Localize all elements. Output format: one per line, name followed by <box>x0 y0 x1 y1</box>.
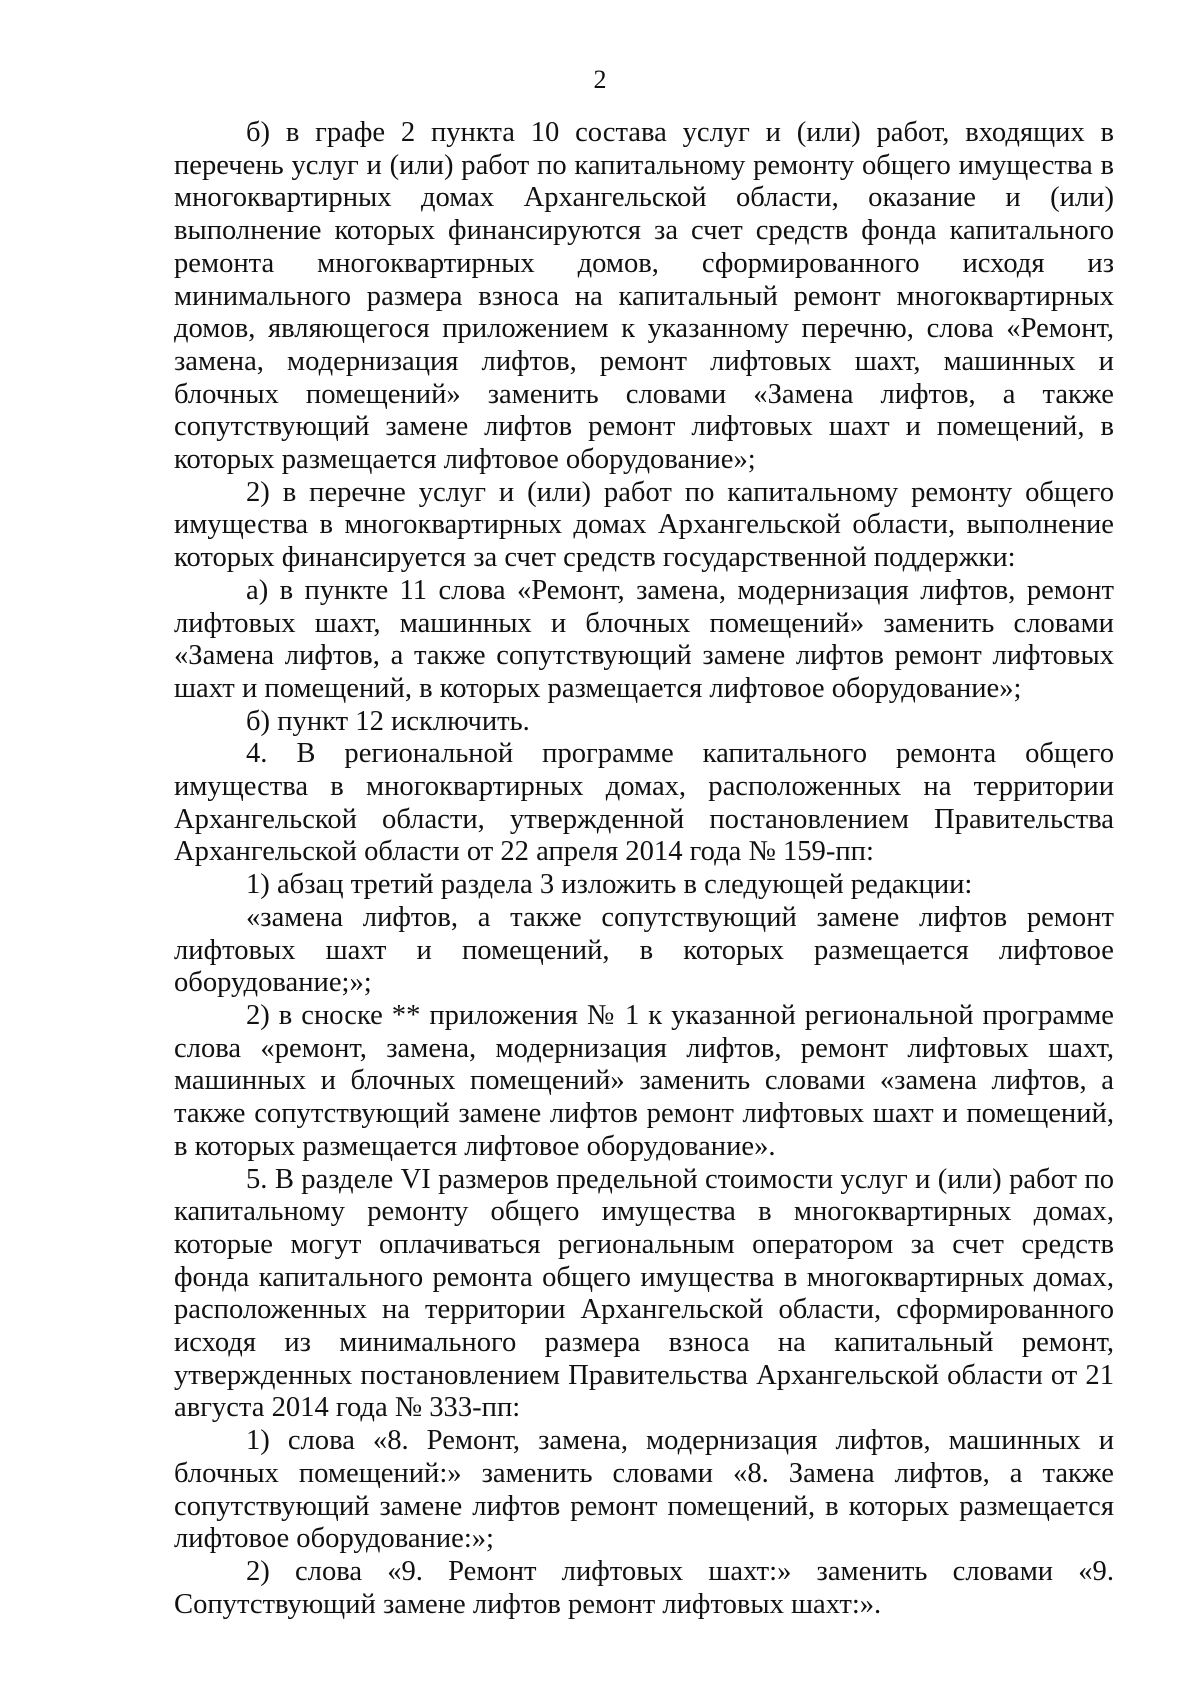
paragraph-4: 4. В региональной программе капитального ремонта общего имущества в многоквартирных домах, расположенных на территории Архангельской области, утвержденной постановлением Правительства Архангельской области от 22 апреля 2014 года № 159-пп: <box>174 738 1114 868</box>
paragraph-5: 5. В разделе VI размеров предельной стоимости услуг и (или) работ по капитальному ремонту общего имущества в многоквартирных домах, которые могут оплачиваться региональным оператором за счет средств фонда капитального ремонта общего имущества в многоквартирных домах, расположенных на территории Архангельской области, сформированного исходя из минимального размера взноса на капитальный ремонт, утвержденных постановлением Правительства Архангельской области от 21 августа 2014 года № 333-пп: <box>174 1163 1114 1424</box>
paragraph-4-2: 2) в сноске ** приложения № 1 к указанной региональной программе слова «ремонт, замена, модернизация лифтов, ремонт лифтовых шахт, машинных и блочных помещений» заменить словами «замена лифтов, а также сопутствующий замене лифтов ремонт лифтовых шахт и помещений, в которых размещается лифтовое оборудование». <box>174 999 1114 1162</box>
paragraph-5-2: 2) слова «9. Ремонт лифтовых шахт:» заменить словами «9. Сопутствующий замене лифтов ремонт лифтовых шахт:». <box>174 1555 1114 1620</box>
paragraph-3-2: 2) в перечне услуг и (или) работ по капитальному ремонту общего имущества в многоквартирных домах Архангельской области, выполнение которых финансируется за счет средств государственной поддержки: <box>174 476 1114 574</box>
page-number: 2 <box>593 65 607 94</box>
paragraph-3-2-b: б) пункт 12 исключить. <box>246 705 530 737</box>
document-body <box>174 117 1114 1621</box>
paragraph-3-2-a: а) в пункте 11 слова «Ремонт, замена, модернизация лифтов, ремонт лифтовых шахт, машинных и блочных помещений» заменить словами «Замена лифтов, а также сопутствующий замене лифтов ремонт лифтовых шахт и помещений, в которых размещается лифтовое оборудование»; <box>174 574 1114 704</box>
paragraph-3-1-b: б) в графе 2 пункта 10 состава услуг и (или) работ, входящих в перечень услуг и (или) работ по капитальному ремонту общего имущества в многоквартирных домах Архангельской области, оказание и (или) выполнение которых финансируются за счет средств фонда капитального ремонта многоквартирных домов, сформированного исходя из минимального размера взноса на капитальный ремонт многоквартирных домов, являющегося приложением к указанному перечню, слова «Ремонт, замена, модернизация лифтов, ремонт лифтовых шахт, машинных и блочных помещений» заменить словами «Замена лифтов, а также сопутствующий замене лифтов ремонт лифтовых шахт и помещений, в которых размещается лифтовое оборудование»; <box>174 117 1114 476</box>
paragraph-4-1-quote: «замена лифтов, а также сопутствующий замене лифтов ремонт лифтовых шахт и помещений, в которых размещается лифтовое оборудование;»; <box>174 901 1114 999</box>
paragraph-5-1: 1) слова «8. Ремонт, замена, модернизация лифтов, машинных и блочных помещений:» заменить словами «8. Замена лифтов, а также сопутствующий замене лифтов ремонт помещений, в которых размещается лифтовое оборудование:»; <box>174 1425 1114 1555</box>
paragraph-4-1: 1) абзац третий раздела 3 изложить в следующей редакции: <box>246 869 973 901</box>
